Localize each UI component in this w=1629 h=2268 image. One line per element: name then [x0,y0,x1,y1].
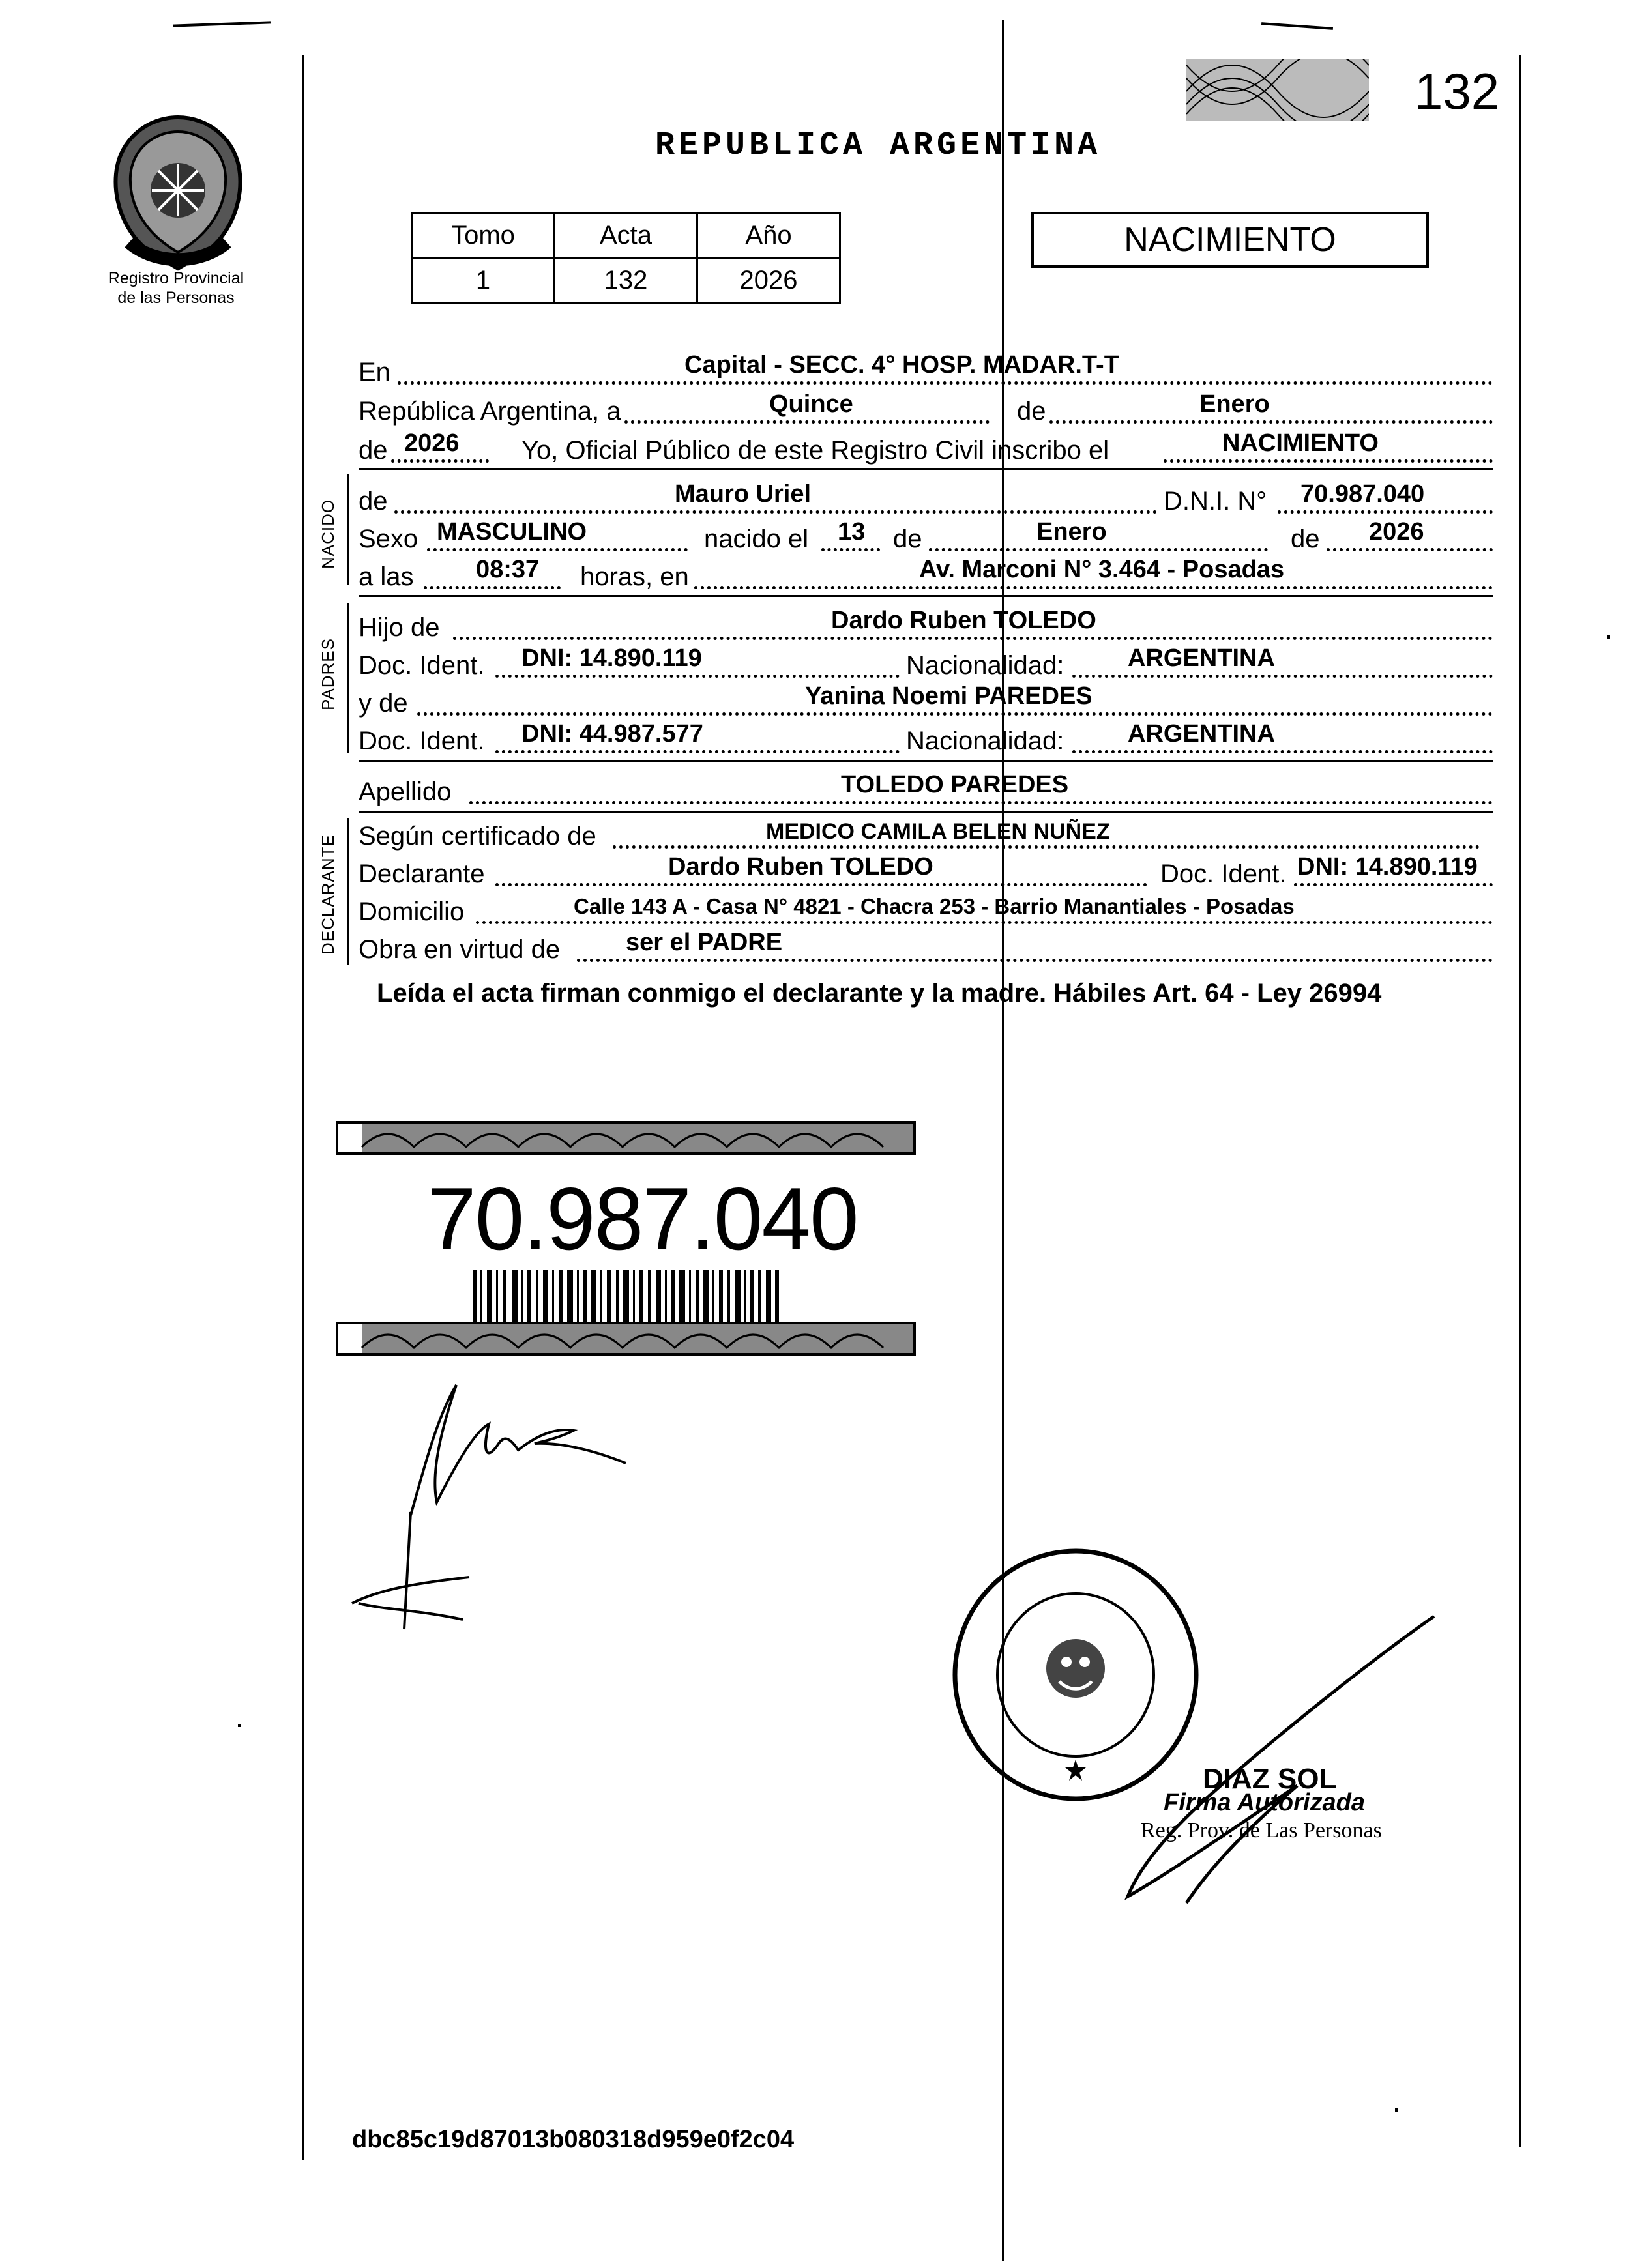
divider-padres [359,760,1493,762]
stamp-org: Reg. Prov. de Las Personas [1141,1818,1382,1842]
nacido-section-label: NACIDO [318,499,338,569]
padres-section-bar [347,603,349,753]
label-de2: de [893,525,922,553]
top-right-mark [1261,22,1333,30]
dotted-leader [1072,675,1493,678]
row-mother-doc [359,721,1493,759]
dotted-leader [391,459,489,463]
registry-label-line2: de las Personas [117,289,235,307]
row-apellido [359,772,1493,809]
table-value-row [412,258,840,303]
label-de2: de [359,436,388,465]
label-nacionalidad2: Nacionalidad: [906,727,1064,755]
label-obra: Obra en virtud de [359,935,561,964]
row-declarante [359,854,1493,892]
declarant-signature [365,1365,639,1528]
right-margin-line [1519,55,1521,2147]
dotted-leader [821,548,880,551]
label-horas-en: horas, en [580,562,689,591]
label-y-de: y de [359,689,408,718]
value-declarante: Dardo Ruben TOLEDO [668,853,933,880]
barcode-number: 70.987.040 [427,1169,858,1268]
row-oficial [359,430,1493,468]
tomo-acta-anio-table [411,212,841,304]
value-tomo: 1 [412,258,555,303]
stamp-name: DIAZ SOL [1203,1763,1337,1795]
registry-label-line1: Registro Provincial [108,269,244,287]
value-certificado: MEDICO CAMILA BELEN NUÑEZ [766,819,1110,844]
top-left-mark [173,21,271,27]
provincia-misiones-logo [103,112,253,272]
country-title: REPUBLICA ARGENTINA [655,127,1102,164]
label-certificado: Según certificado de [359,822,596,850]
nacido-section-bar [347,474,349,585]
header-acta: Acta [555,213,697,258]
value-father-nat: ARGENTINA [1128,645,1275,672]
stray-dot [238,1724,241,1727]
row-republica [359,391,1493,429]
label-sexo: Sexo [359,525,418,553]
value-en: Capital - SECC. 4° HOSP. MADAR.T-T [684,351,1119,379]
padres-section-label: PADRES [318,638,338,710]
divider-nacido [359,595,1493,597]
value-birth-day: 13 [838,518,866,545]
dotted-leader [398,381,1493,385]
value-domicilio: Calle 143 A - Casa N° 4821 - Chacra 253 - Barrio Manantiales - Posadas [574,894,1295,918]
value-declarante-doc: DNI: 14.890.119 [1297,853,1478,880]
label-republica: República Argentina, a [359,397,621,426]
registry-label [78,269,274,308]
dotted-leader [453,637,1493,640]
value-father-doc: DNI: 14.890.119 [521,645,702,672]
dotted-leader [1294,883,1493,886]
dotted-leader [394,510,1157,514]
value-place: Av. Marconi N° 3.464 - Posadas [919,556,1285,583]
row-certificado [359,816,1493,854]
value-dni: 70.987.040 [1300,480,1425,508]
label-de: de [1017,397,1046,426]
dotted-leader [1164,459,1493,463]
declarante-section-bar [347,818,349,965]
value-year: 2026 [404,429,460,457]
value-day: Quince [769,390,853,418]
mother-signature [339,1505,482,1636]
value-birth-month: Enero [1036,518,1107,545]
label-declarante: Declarante [359,860,485,888]
value-time: 08:37 [476,556,540,583]
record-type-box: NACIMIENTO [1031,212,1429,268]
row-nacido-name [359,481,1493,519]
label-declarante-doc: Doc. Ident. [1160,860,1287,888]
label-dni: D.N.I. N° [1164,487,1267,516]
value-mother-nat: ARGENTINA [1128,720,1275,748]
value-father: Dardo Ruben TOLEDO [831,607,1096,634]
row-sexo [359,519,1493,557]
label-apellido: Apellido [359,778,452,806]
row-father-doc [359,645,1493,683]
value-acta: 132 [555,258,697,303]
dotted-leader [417,712,1493,716]
value-obra: ser el PADRE [626,929,783,956]
value-month: Enero [1199,390,1270,418]
left-margin-line [302,55,304,2160]
value-apellido: TOLEDO PAREDES [841,771,1069,798]
barcode-bottom-pattern [336,1322,916,1358]
closing-text: Leída el acta firman conmigo el declarante y la madre. Hábiles Art. 64 - Ley 26994 [377,979,1382,1008]
value-birth-year: 2026 [1369,518,1424,545]
row-obra [359,929,1493,967]
label-doc-ident: Doc. Ident. [359,651,485,680]
declarante-section-label: DECLARANTE [318,834,338,955]
label-de3: de [1291,525,1320,553]
dotted-leader [427,548,688,551]
dotted-leader [476,921,1493,924]
label-hijo-de: Hijo de [359,613,440,642]
divider-intro [359,468,1493,470]
value-anio: 2026 [697,258,840,303]
label-nacido-el: nacido el [704,525,809,553]
row-y-de [359,683,1493,721]
dotted-leader [1327,548,1493,551]
value-mother-doc: DNI: 44.987.577 [521,720,703,748]
dotted-leader [577,959,1493,962]
value-name: Mauro Uriel [675,480,812,508]
dotted-leader [1278,510,1493,514]
row-en [359,352,1493,390]
oficial-text: Yo, Oficial Público de este Registro Civil inscribo el [521,436,1109,465]
header-anio: Año [697,213,840,258]
stray-dot [1607,635,1610,639]
dotted-leader [613,845,1480,849]
dotted-leader [1049,420,1493,424]
row-hijo-de [359,607,1493,645]
label-a-las: a las [359,562,414,591]
label-de: de [359,487,388,516]
page-number: 132 [1415,63,1500,120]
dotted-leader [495,883,1147,886]
dotted-leader [495,750,900,753]
value-inscribo: NACIMIENTO [1222,429,1379,457]
dotted-leader [694,586,1493,589]
label-domicilio: Domicilio [359,897,465,926]
table-header-row [412,213,840,258]
label-doc-ident2: Doc. Ident. [359,727,485,755]
document-hash: dbc85c19d87013b080318d959e0f2c04 [352,2126,795,2153]
dotted-leader [424,586,561,589]
dotted-leader [1072,750,1493,753]
stray-dot [1395,2108,1398,2112]
row-a-las [359,557,1493,594]
stamp-title: Firma Autorizada [1164,1789,1365,1816]
label-en: En [359,358,390,386]
value-mother: Yanina Noemi PAREDES [805,682,1093,710]
dotted-leader [469,801,1493,804]
row-domicilio [359,892,1493,929]
dotted-leader [929,548,1268,551]
dotted-leader [495,675,900,678]
security-pattern [1186,59,1369,121]
label-nacionalidad: Nacionalidad: [906,651,1064,680]
dotted-leader [624,420,990,424]
divider-apellido [359,811,1493,813]
value-sexo: MASCULINO [437,518,587,545]
header-tomo: Tomo [412,213,555,258]
